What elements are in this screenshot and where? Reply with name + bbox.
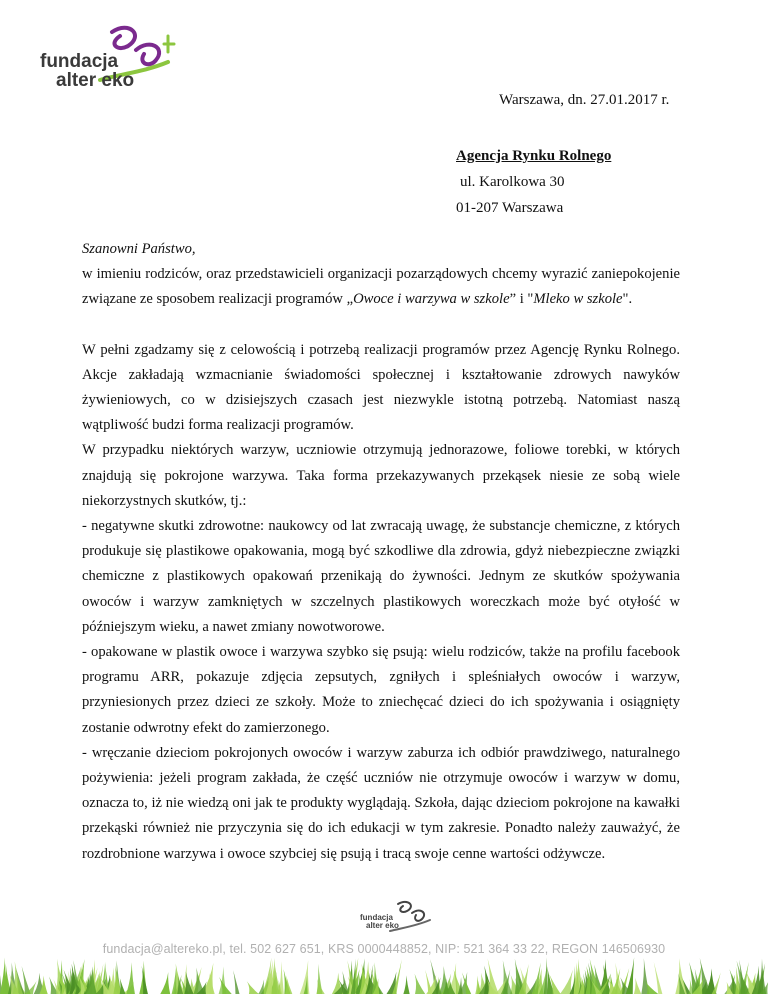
paragraph-5: - opakowane w plastik owoce i warzywa szybko się psują: wielu rodziców, także na profilu facebook programu ARR, pokazuje zdjęcia zepsutych, zgniłych i spleśniałych owoców i warzyw, przyniesionych przez dzieci ze szkoły. Może to zniechęcać dzieci do ich spożywania i osiągnięty zostanie odwrotny efekt do zamierzonego. bbox=[82, 644, 680, 736]
logo-line-1: fundacja bbox=[40, 51, 119, 72]
footer-logo-text: fundacja alter eko bbox=[360, 913, 399, 930]
place-and-date: Warszawa, dn. 27.01.2017 r. bbox=[499, 92, 670, 108]
addressee-street: ul. Karolkowa 30 bbox=[460, 174, 565, 190]
organization-logo bbox=[40, 22, 190, 94]
paragraph-4: - negatywne skutki zdrowotne: naukowcy od lat zwracają uwagę, że substancje chemiczne, z których produkuje się plastikowe opakowania, mogą być szkodliwe dla zdrowia, gdyż niebezpieczne związki chemiczne z plastikowych opakowań przenikają do żywności. Jednym ze skutków spożywania owoców i warzyw zamkniętych w szczelnych plastikowych woreczkach może być otyłość w późniejszym wieku, a nawet zmiany nowotworowe. bbox=[82, 518, 680, 635]
footer-contact: fundacja@altereko.pl, tel. 502 627 651, KRS 0000448852, NIP: 521 364 33 22, REGON 146506930 bbox=[102, 942, 666, 956]
letter-body bbox=[82, 237, 680, 867]
grass-decoration bbox=[0, 957, 768, 994]
logo-wordmark bbox=[40, 52, 134, 90]
salutation: Szanowni Państwo, bbox=[82, 241, 196, 257]
paragraph-2: W pełni zgadzamy się z celowością i potrzebą realizacji programów przez Agencję Rynku Rolnego. Akcje zakładają wzmacnianie świadomości społecznej i kształtowanie zdrowych nawyków żywieniowych, co w dzisiejszych czasach jest niezwykle istotną potrzebą. Natomiast naszą wątpliwość budzi forma realizacji programów. bbox=[82, 341, 680, 434]
addressee-city: 01-207 Warszawa bbox=[456, 200, 564, 216]
paragraph-3: W przypadku niektórych warzyw, uczniowie otrzymują jednorazowe, foliowe torebki, w których znajdują się pokrojone warzywa. Taka forma przekazywanych przekąsek niesie ze sobą wiele niekorzystnych skutków, tj.: bbox=[82, 442, 680, 509]
logo-line-2: alter eko bbox=[56, 70, 135, 91]
addressee-block bbox=[456, 143, 611, 221]
paragraph-6: - wręczanie dzieciom pokrojonych owoców i warzyw zaburza ich odbiór prawdziwego, naturalnego pożywienia: jeżeli program zakłada, że część uczniów nie otrzymuje owoców i warzyw w domu, oznacza to, iż nie wiedzą oni jak te produkty wyglądają. Szkoła, dając dzieciom pokrojone na kawałki przekąski również nie przyczynia się do ich edukacji w tym zakresie. Ponadto należy zauważyć, że rozdrobnione warzywa i owoce szybciej się psują i tracą swoje cenne wartości odżywcze. bbox=[82, 744, 680, 862]
paragraph-1: w imieniu rodziców, oraz przedstawicieli organizacji pozarządowych chcemy wyrazić zaniepokojenie związane ze sposobem realizacji programów „Owoce i warzywa w szkole” i "Mleko w szkole". bbox=[82, 266, 680, 308]
footer-logo bbox=[360, 898, 440, 938]
addressee-name: Agencja Rynku Rolnego bbox=[456, 148, 612, 164]
